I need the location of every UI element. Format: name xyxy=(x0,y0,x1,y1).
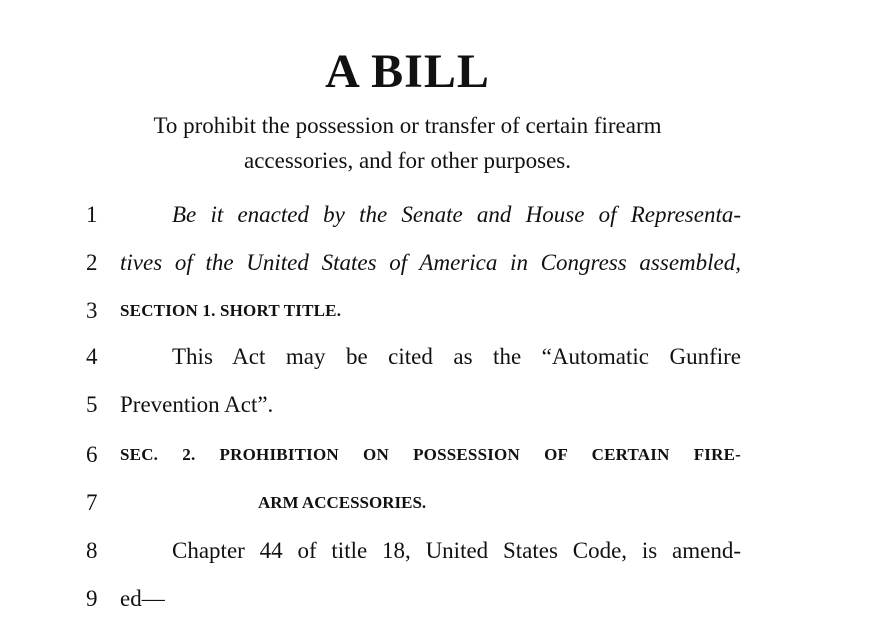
section-text: This Act may be cited as the “Automatic Gunfire xyxy=(172,344,741,369)
line-number: 3 xyxy=(86,298,98,323)
bill-purpose-line-2: accessories, and for other purposes. xyxy=(244,148,571,173)
bill-line xyxy=(0,536,893,566)
section-text-continued: Prevention Act”. xyxy=(120,392,274,417)
line-number: 5 xyxy=(86,392,98,417)
bill-line xyxy=(0,296,893,326)
bill-line xyxy=(0,488,893,518)
bill-line xyxy=(0,584,893,614)
bill-line xyxy=(0,200,893,230)
enacting-clause: Be it enacted by the Senate and House of Representa- xyxy=(172,202,741,227)
enacting-clause-continued: tives of the United States of America in Congress assembled, xyxy=(120,250,741,275)
section-text: Chapter 44 of title 18, United States Code, is amend- xyxy=(172,538,741,563)
section-heading: SECTION 1. SHORT TITLE. xyxy=(120,301,342,320)
section-text-continued: ed— xyxy=(120,586,165,611)
line-number: 4 xyxy=(86,344,98,369)
section-heading: SEC. 2. PROHIBITION ON POSSESSION OF CERTAIN FIRE- xyxy=(120,445,741,464)
line-number: 7 xyxy=(86,490,98,515)
line-number: 6 xyxy=(86,442,98,467)
line-number: 9 xyxy=(86,586,98,611)
bill-title: A BILL xyxy=(325,45,490,98)
line-number: 1 xyxy=(86,202,98,227)
bill-purpose xyxy=(90,108,725,178)
section-heading-continued: ARM ACCESSORIES. xyxy=(258,493,427,512)
bill-line xyxy=(0,390,893,420)
line-number: 8 xyxy=(86,538,98,563)
bill-purpose-line-1: To prohibit the possession or transfer of certain firearm xyxy=(153,113,662,138)
bill-line xyxy=(0,440,893,470)
bill-line xyxy=(0,342,893,372)
bill-line xyxy=(0,248,893,278)
line-number: 2 xyxy=(86,250,98,275)
